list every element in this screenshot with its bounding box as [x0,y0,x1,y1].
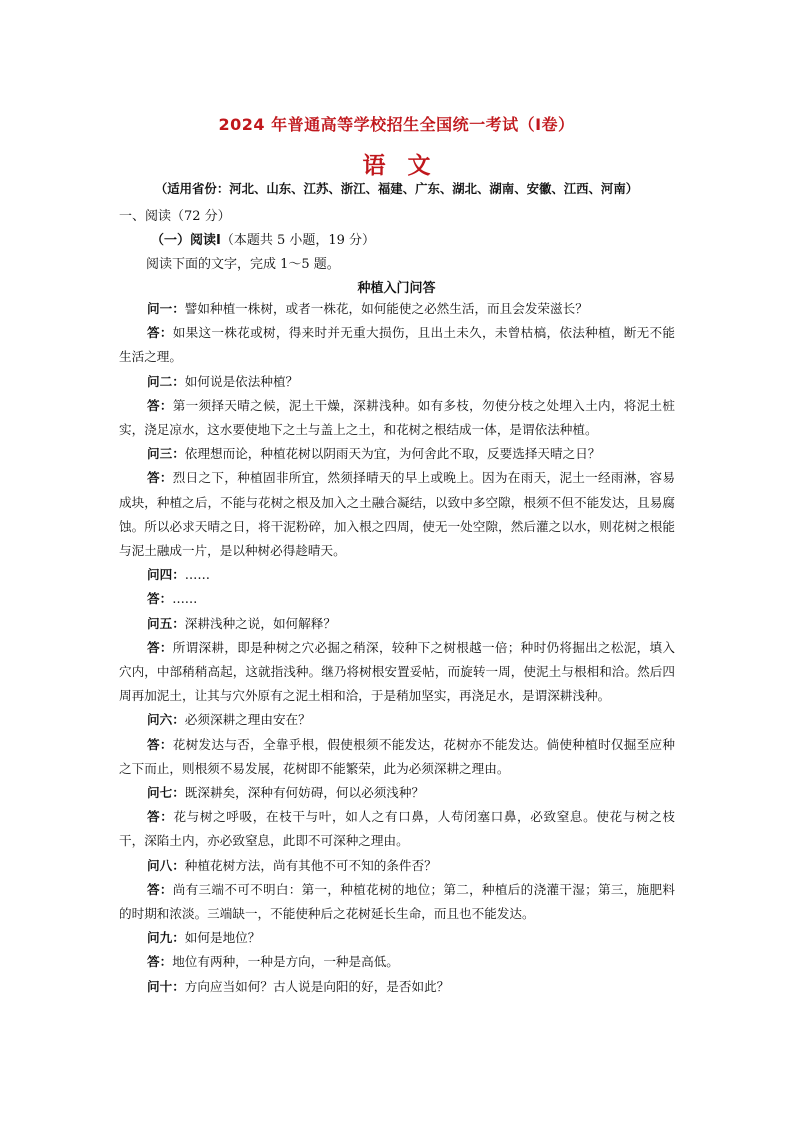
qa-label: 问五： [147,615,185,631]
qa-text: 种植花树方法，尚有其他不可不知的条件否？ [184,857,437,873]
passage-paragraph [119,975,675,999]
qa-label: 答： [147,639,173,655]
qa-label: 答： [147,736,173,752]
qa-label: 问六： [147,712,185,728]
passage-paragraph [119,394,675,442]
qa-text: 所谓深耕，即是种树之穴必掘之稍深，较种下之树根越一倍；种时仍将掘出之松泥，填入穴内，中部稍稍高起，这就指浅种。继乃将树根安置妥帖，而旋转一周，使泥土与根相和洽。然后四周再加泥土，让其与穴外原有之泥土相和洽，于是稍加坚实，再浇足水，是谓深耕浅种。 [119,639,676,704]
section-heading: 一、阅读（72 分） [119,209,231,224]
passage-body [119,297,675,999]
passage-paragraph [119,854,675,878]
passage-paragraph [119,878,675,926]
qa-text: 方向应当如何？古人说是向阳的好，是否如此？ [184,978,450,994]
qa-text: 譬如种植一株树，或者一株花，如何能使之必然生活，而且会发荣滋长？ [184,301,588,316]
qa-label: 答： [147,470,173,486]
qa-text: …… [184,567,210,583]
qa-label: 问一： [147,301,185,316]
passage-paragraph [119,636,675,709]
passage-paragraph [119,442,675,466]
passage-paragraph [119,733,675,781]
qa-text: 如何说是依法种植？ [184,373,299,389]
applicable-provinces: （适用省份：河北、山东、江苏、浙江、福建、广东、湖北、湖南、安徽、江西、河南） [154,181,639,196]
exam-title: 2024 年普通高等学校招生全国统一考试（Ⅰ卷） [218,115,575,134]
passage-paragraph [119,370,675,394]
subsection-detail: （本题共 5 小题，19 分） [220,233,376,248]
passage-paragraph [119,297,675,321]
qa-text: 依理想而论，种植花树以阴雨天为宜，为何舍此不取，反要选择天晴之日？ [184,446,601,462]
passage-paragraph [119,805,675,853]
passage-paragraph [119,781,675,805]
passage-paragraph [119,466,675,563]
qa-label: 答： [147,954,173,970]
qa-text: …… [172,591,198,607]
passage-paragraph [119,950,675,974]
passage-paragraph [119,587,675,611]
qa-text: 必须深耕之理由安在？ [184,712,311,728]
qa-text: 既深耕矣，深种有何妨碍，何以必须浅种？ [184,785,425,801]
qa-label: 答： [147,881,173,897]
passage-paragraph [119,612,675,636]
subsection-heading [151,229,375,248]
qa-text: 尚有三端不可不明白：第一，种植花树的地位；第二，种植后的浇灌干湿；第三，施肥料的时期和浓淡。三端缺一，不能使种后之花树延长生命，而且也不能发达。 [119,881,676,922]
qa-label: 答： [147,591,173,607]
qa-text: 烈日之下，种植固非所宜，然须择晴天的早上或晚上。因为在雨天，泥土一经雨淋，容易成块，种植之后，不能与花树之根及加入之土融合凝结，以致中多空隙，根须不但不能发达，且易腐蚀。所以必求天晴之日，将干泥粉碎，加入根之四周，使无一处空隙，然后灌之以水，则花树之根能与泥土融成一片，是以种树必得趁晴天。 [119,470,676,559]
qa-label: 问九： [147,930,185,946]
qa-text: 地位有两种，一种是方向，一种是高低。 [172,954,399,970]
qa-text: 花与树之呼吸，在枝干与叶，如人之有口鼻，人苟闭塞口鼻，必致窒息。使花与树之枝干，深陷土内，亦必致窒息，此即不可深种之理由。 [119,809,676,849]
subject-title: 语文 [362,153,453,179]
qa-label: 答： [147,325,173,341]
qa-text: 如果这一株花或树，得来时并无重大损伤，且出土未久，未曾枯槁，依法种植，断无不能生活之理。 [119,325,676,365]
qa-label: 问十： [147,978,185,994]
qa-label: 问四： [147,567,185,583]
reading-instruction: 阅读下面的文字，完成 1～5 题。 [146,257,340,272]
passage-paragraph [119,563,675,587]
qa-label: 问二： [147,373,185,389]
qa-label: 答： [147,397,173,413]
qa-text: 深耕浅种之说，如何解释？ [184,615,336,631]
subsection-label: （一）阅读Ⅰ [151,233,221,248]
qa-label: 答： [147,809,174,825]
passage-paragraph [119,321,675,369]
qa-label: 问七： [147,785,185,801]
qa-text: 花树发达与否，全靠乎根，假使根须不能发达，花树亦不能发达。倘使种植时仅掘至应种之下而止，则根须不易发展，花树即不能繁荣，此为必须深耕之理由。 [119,736,676,776]
passage-paragraph [119,926,675,950]
passage-paragraph [119,708,675,732]
qa-label: 问八： [147,857,185,873]
passage-title: 种植入门问答 [357,281,436,296]
qa-label: 问三： [147,446,185,462]
qa-text: 第一须择天晴之候，泥土干燥，深耕浅种。如有多枝，勿使分枝之处埋入土内，将泥土桩实，浇足凉水，这水要使地下之土与盖上之土，和花树之根结成一体，是谓依法种植。 [119,397,676,438]
qa-text: 如何是地位？ [184,930,261,946]
